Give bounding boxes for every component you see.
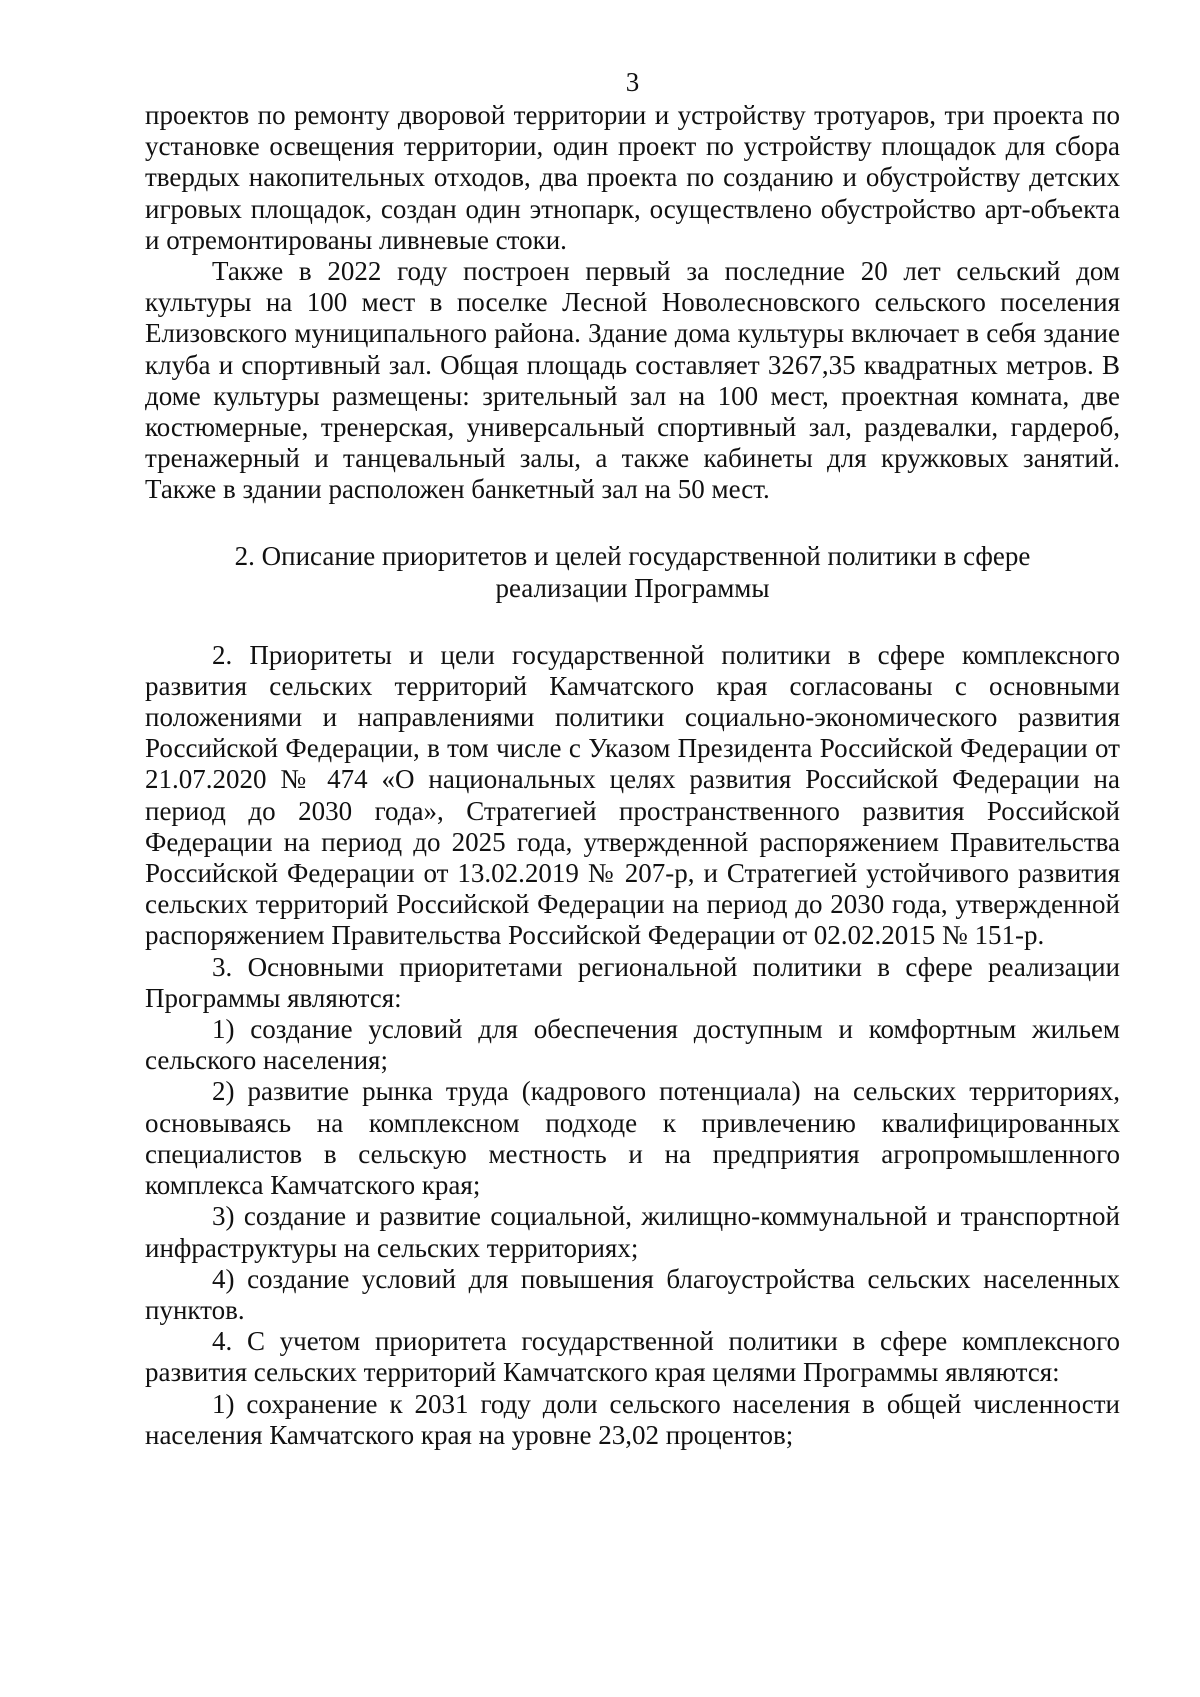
intro-text <box>145 100 1120 506</box>
paragraph: 2. Приоритеты и цели государственной политики в сфере комплексного развития сельских территорий Камчатского края согласованы с основными положениями и направлениями политики социально-экономического развития Российской Федерации, в том числе с Указом Президента Российской Федерации от 21.07.2020 № 474 «О национальных целях развития Российской Федерации на период до 2030 года», Стратегией пространственного развития Российской Федерации на период до 2025 года, утвержденной распоряжением Правительства Российской Федерации от 13.02.2019 № 207-р, и Стратегией устойчивого развития сельских территорий Российской Федерации на период до 2030 года, утвержденной распоряжением Правительства Российской Федерации от 02.02.2015 № 151-р. <box>145 639 1120 951</box>
list-item: 4) создание условий для повышения благоустройства сельских населенных пунктов. <box>145 1263 1120 1325</box>
paragraph: проектов по ремонту дворовой территории и устройству тротуаров, три проекта по установке освещения территории, один проект по устройству площадок для сбора твердых накопительных отходов, два проекта по созданию и обустройству детских игровых площадок, создан один этнопарк, осуществлено обустройство арт-объекта и отремонтированы ливневые стоки. <box>145 100 1120 255</box>
section-heading: 2. Описание приоритетов и целей государственной политики в сфере реализации Программы <box>234 540 1031 603</box>
paragraph: 3. Основными приоритетами региональной политики в сфере реализации Программы являются: <box>145 951 1120 1013</box>
list-item: 3) создание и развитие социальной, жилищно-коммунальной и транспортной инфраструктуры на сельских территориях; <box>145 1201 1120 1263</box>
section-body <box>145 640 1120 1451</box>
list-item: 2) развитие рынка труда (кадрового потенциала) на сельских территориях, основываясь на комплексном подходе к привлечению квалифицированных специалистов в сельскую местность и на предприятия агропромышленного комплекса Камчатского края; <box>145 1076 1120 1201</box>
paragraph: 4. С учетом приоритета государственной политики в сфере комплексного развития сельских территорий Камчатского края целями Программы являются: <box>145 1326 1120 1388</box>
page-number: 3 <box>625 67 640 97</box>
document-page <box>145 66 1120 1451</box>
list-item: 1) создание условий для обеспечения доступным и комфортным жильем сельского населения; <box>145 1014 1120 1076</box>
list-item: 1) сохранение к 2031 году доли сельского населения в общей численности населения Камчатского края на уровне 23,02 процентов; <box>145 1388 1120 1450</box>
paragraph: Также в 2022 году построен первый за последние 20 лет сельский дом культуры на 100 мест в поселке Лесной Новолесновского сельского поселения Елизовского муниципального района. Здание дома культуры включает в себя здание клуба и спортивный зал. Общая площадь составляет 3267,35 квадратных метров. В доме культуры размещены: зрительный зал на 100 мест, проектная комната, две костюмерные, тренерская, универсальный спортивный зал, раздевалки, гардероб, тренажерный и танцевальный залы, а также кабинеты для кружковых занятий. Также в здании расположен банкетный зал на 50 мест. <box>145 256 1120 505</box>
